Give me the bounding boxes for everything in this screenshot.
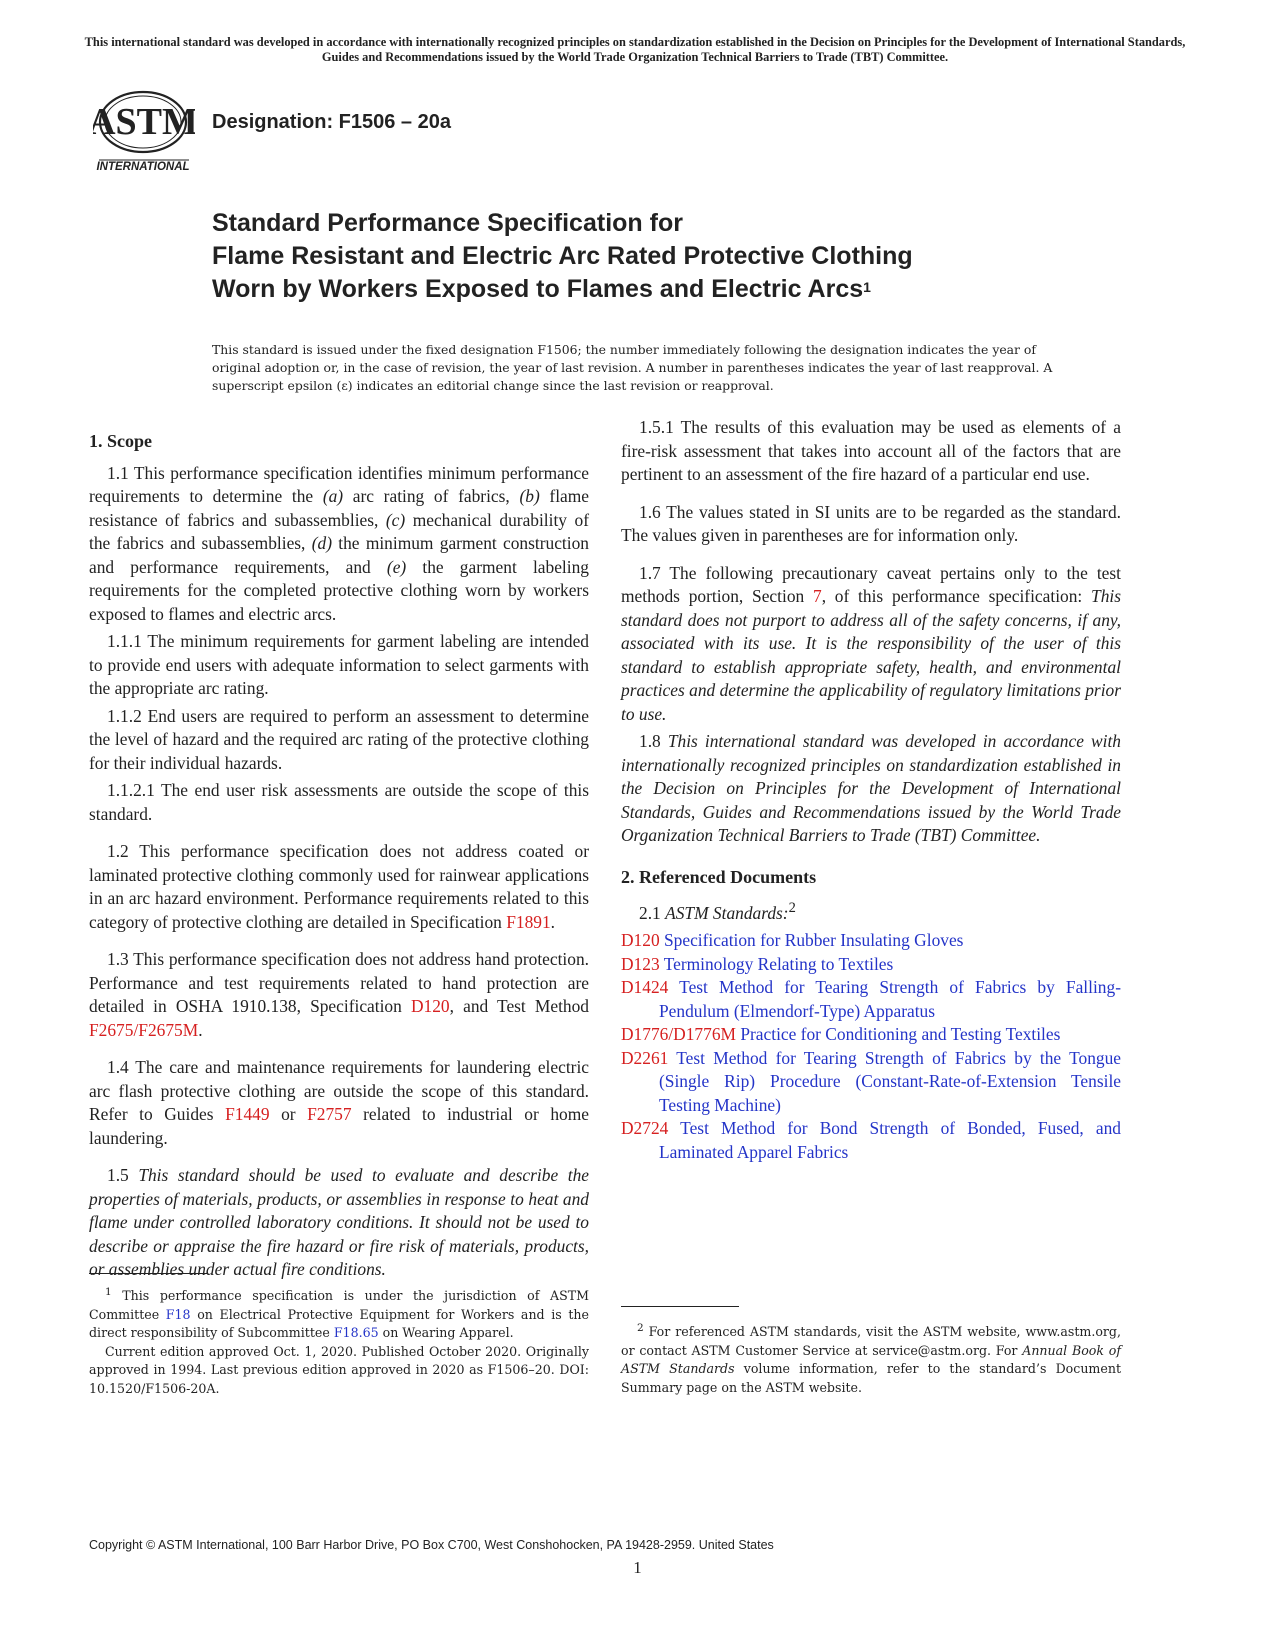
- link-f18[interactable]: F18: [165, 1306, 191, 1322]
- logo-text: INTERNATIONAL: [96, 161, 190, 173]
- para-1-4: 1.4 The care and maintenance requirements for laundering electric arc flash protective clothing are outside the scope of this standard. Refer to Guides F1449 or F2757 related to industrial or home laundering.: [89, 1057, 589, 1148]
- title-line-1: Standard Performance Specification for: [212, 209, 683, 237]
- link-section-7[interactable]: 7: [812, 586, 822, 606]
- reference-code[interactable]: D2261: [621, 1047, 669, 1068]
- left-column: [89, 430, 589, 1286]
- copyright-notice: Copyright © ASTM International, 100 Barr Harbor Drive, PO Box C700, West Conshohocken, PA 19428-2959. United States: [89, 1538, 774, 1552]
- astm-logo: [93, 88, 195, 174]
- reference-code[interactable]: D2724: [621, 1118, 669, 1139]
- astm-logo-icon: [93, 88, 195, 174]
- reference-title[interactable]: Test Method for Tearing Strength of Fabrics by the Tongue (Single Rip) Procedure (Constant-Rate-of-Extension Tensile Testing Machine): [659, 1047, 1121, 1115]
- link-f2675[interactable]: F2675/F2675M: [89, 1019, 199, 1040]
- reference-item[interactable]: [621, 1023, 1121, 1047]
- title-footnote-mark: 1: [863, 279, 871, 295]
- reference-item[interactable]: [621, 1117, 1121, 1164]
- reference-code[interactable]: D1424: [621, 977, 669, 998]
- reference-title[interactable]: Test Method for Bond Strength of Bonded, Fused, and Laminated Apparel Fabrics: [659, 1118, 1121, 1162]
- para-1-5: 1.5 This standard should be used to evaluate and describe the properties of materials, products, or assemblies in response to heat and flame under controlled laboratory conditions. It should not be used to describe or appraise the fire hazard or fire risk of materials, products, or assemblies under actual fire conditions.: [89, 1165, 589, 1279]
- link-f1891[interactable]: F1891: [506, 911, 551, 932]
- section-2-heading: 2. Referenced Documents: [621, 866, 817, 887]
- para-1-3: 1.3 This performance specification does not address hand protection. Performance and test requirements related to hand protection are detailed in OSHA 1910.138, Specification D120, and Test Method F2675/F2675M.: [89, 949, 590, 1040]
- reference-code[interactable]: D1776/D1776M: [621, 1024, 736, 1045]
- referenced-documents-list: [621, 929, 1121, 1164]
- footnote-1: $^1$ This performance specification is under the jurisdiction of ASTM Committee F18 on Electrical Protective Equipment for Workers and is the direct responsibility of Subcommittee F18.65 on Wearing Apparel. Current edition approved Oct. 1, 2020. Published October 2020. Originally approved in 1994. Last previous edition approved in 2020 as F1506–20. DOI: 10.1520/F1506-20A.: [89, 1283, 589, 1398]
- para-1-1-1: 1.1.1 The minimum requirements for garment labeling are intended to provide end users with adequate information to select garments with the appropriate arc rating.: [89, 631, 589, 698]
- para-1-5-1: 1.5.1 The results of this evaluation may be used as elements of a fire-risk assessment that takes into account all of the factors that are pertinent to an assessment of the fire hazard of a particular end use.: [621, 417, 1121, 484]
- para-1-2: 1.2 This performance specification does not address coated or laminated protective clothing commonly used for rainwear applications in an arc hazard environment. Performance requirements related to this category of protective clothing are detailed in Specification F1891.: [89, 841, 589, 932]
- para-1-7: 1.7 The following precautionary caveat pertains only to the test methods portion, Section 7, of this performance specification: This standard does not purport to address all of the safety concerns, if any, associated with its use. It is the responsibility of the user of this standard to establish appropriate safety, health, and environmental practices and determine the applicability of regulatory limitations prior to use.: [621, 562, 1121, 724]
- header-notice: This international standard was developed in accordance with internationally recognized principles on standardization established in the Decision on Principles for the Development of International Standards, Guides and Recommendations issued by the World Trade Organization Technical Barriers to Trade (TBT) Committee.: [84, 35, 1186, 64]
- link-d120[interactable]: D120: [410, 996, 450, 1016]
- document-title: [212, 207, 1112, 306]
- svg-text:ASTM: ASTM: [93, 101, 195, 143]
- reference-title[interactable]: Practice for Conditioning and Testing Textiles: [735, 1024, 1061, 1045]
- reference-title[interactable]: Specification for Rubber Insulating Gloves: [659, 930, 964, 951]
- para-1-6: 1.6 The values stated in SI units are to be regarded as the standard. The values given in parentheses are for information only.: [621, 501, 1121, 545]
- right-column: [621, 416, 1121, 1164]
- reference-item[interactable]: [621, 1047, 1121, 1118]
- reference-code[interactable]: D123: [621, 953, 660, 974]
- link-f2757[interactable]: F2757: [307, 1104, 352, 1124]
- link-f18-65[interactable]: F18.65: [333, 1325, 379, 1341]
- para-2-1: 2.1 ASTM Standards:$^2$: [639, 900, 796, 923]
- footnote-rule-left: [89, 1273, 207, 1274]
- footnote-2: $^2$ For referenced ASTM standards, visit the ASTM website, www.astm.org, or contact ASTM Customer Service at service@astm.org. For Annual Book of ASTM Standards volume information, refer to the standard’s Document Summary page on the ASTM website.: [621, 1322, 1122, 1395]
- para-1-8: 1.8 This international standard was developed in accordance with internationally recognized principles on standardization established in the Decision on Principles for the Development of International Standards, Guides and Recommendations issued by the World Trade Organization Technical Barriers to Trade (TBT) Committee.: [621, 731, 1121, 845]
- page-number: 1: [633, 1558, 642, 1577]
- para-1-1-2-1: 1.1.2.1 The end user risk assessments are outside the scope of this standard.: [89, 780, 589, 824]
- intro-paragraph: This standard is issued under the fixed designation F1506; the number immediately following the designation indicates the year of original adoption or, in the case of revision, the year of last revision. A number in parentheses indicates the year of last reapproval. A superscript epsilon (ε) indicates an editorial change since the last revision or reapproval.: [212, 342, 1053, 393]
- title-line-2: Flame Resistant and Electric Arc Rated Protective Clothing: [212, 242, 913, 270]
- reference-item[interactable]: [621, 929, 1121, 953]
- para-1-1-2: 1.1.2 End users are required to perform an assessment to determine the level of hazard and the required arc rating of the protective clothing for their individual hazards.: [89, 705, 589, 773]
- link-f1449[interactable]: F1449: [225, 1104, 270, 1124]
- reference-title[interactable]: Terminology Relating to Textiles: [659, 953, 894, 974]
- section-1-heading: 1. Scope: [89, 431, 152, 451]
- para-1-1: 1.1 This performance specification identifies minimum performance requirements to determine the (a) arc rating of fabrics, (b) flame resistance of fabrics and subassemblies, (c) mechanical durability of the fabrics and subassemblies, (d) the minimum garment construction and performance requirements, and (e) the garment labeling requirements for the completed protective clothing worn by workers exposed to flames and electric arcs.: [89, 462, 590, 624]
- footnote-1-edition: Current edition approved Oct. 1, 2020. Published October 2020. Originally approved in 1994. Last previous edition approved in 2020 as F1506–20. DOI: 10.1520/F1506-20A.: [89, 1343, 589, 1396]
- reference-item[interactable]: [621, 953, 1121, 977]
- reference-title[interactable]: Test Method for Tearing Strength of Fabrics by Falling-Pendulum (Elmendorf-Type) Apparatus: [659, 977, 1121, 1021]
- footnote-rule-right: [621, 1306, 739, 1307]
- designation: Designation: F1506 – 20a: [212, 111, 451, 133]
- title-line-3: Worn by Workers Exposed to Flames and Electric Arcs: [212, 275, 864, 303]
- reference-code[interactable]: D120: [621, 930, 660, 951]
- reference-item[interactable]: [621, 976, 1121, 1023]
